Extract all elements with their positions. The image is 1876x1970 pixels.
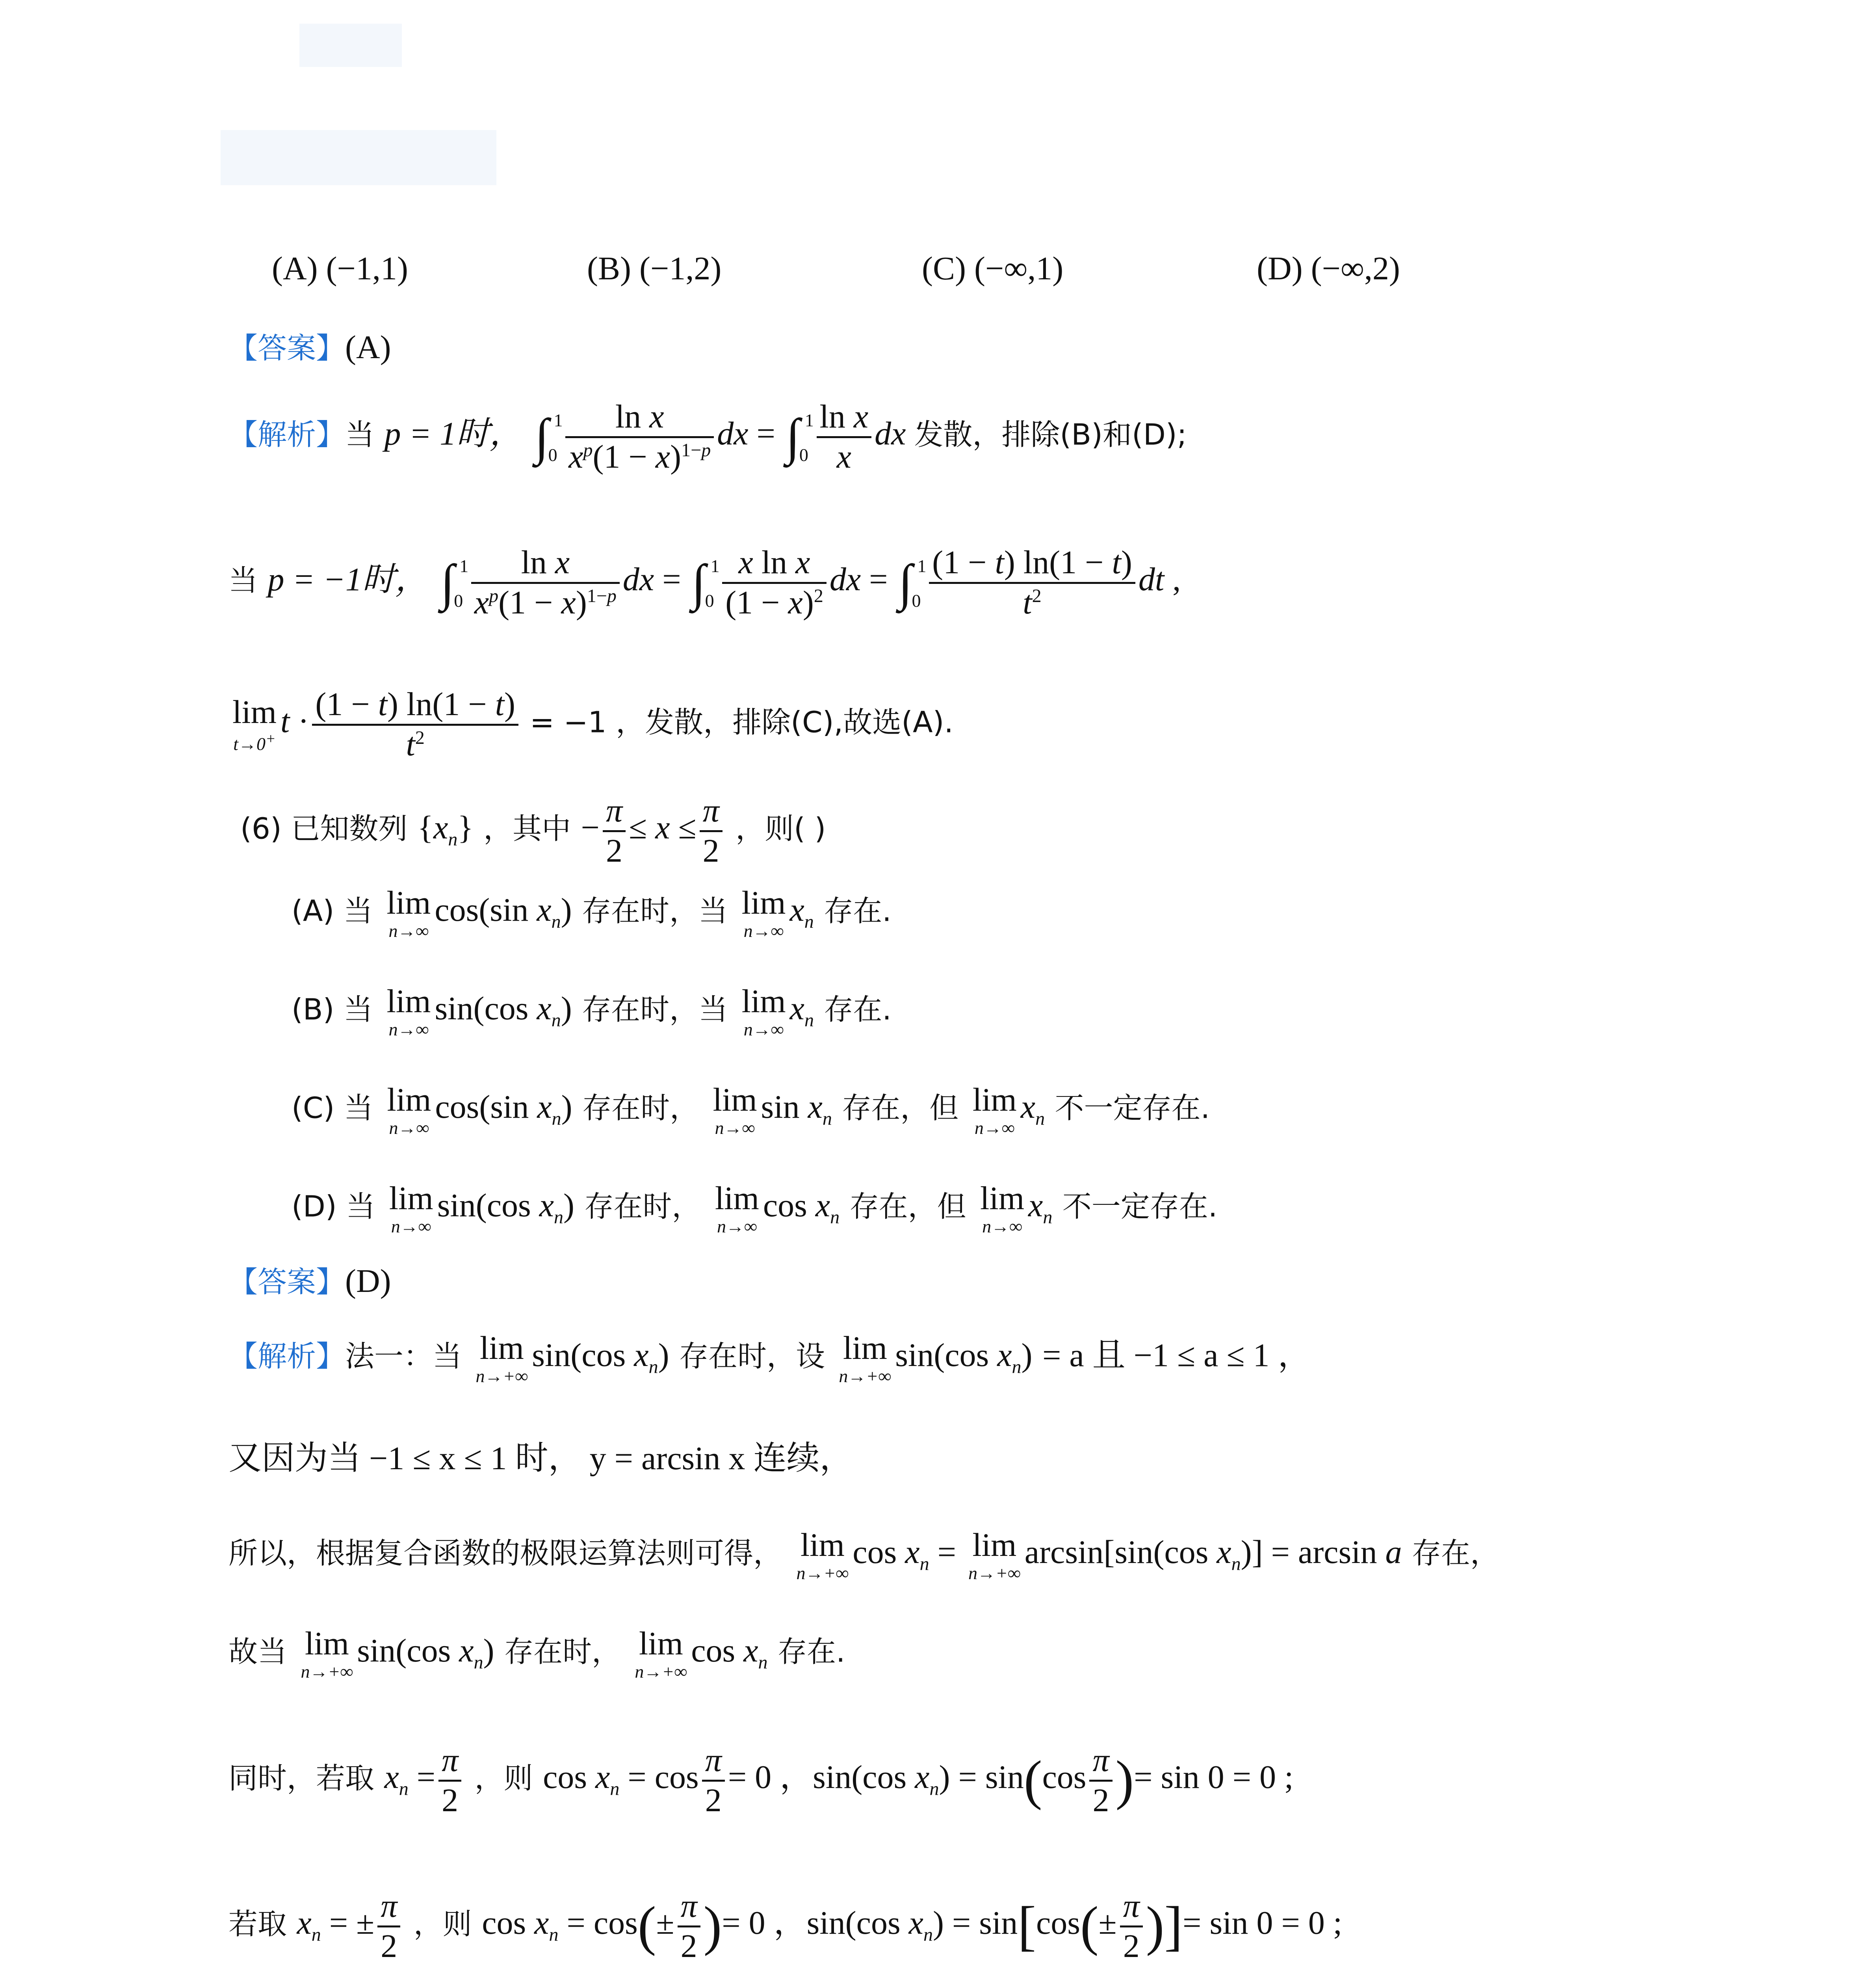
expression: $\cos x_n = \cos$ $\frac{\pi}{2}$ = 0 ，sin(cos $x_n) = \sin(\cos$ $\frac{\pi}{2}$ )= sin 0 = 0 ; <box>543 1742 1294 1819</box>
limit-expression: lim n→∞ cos(sin $x_n$) <box>387 1082 572 1138</box>
text: ，其中 <box>483 812 571 846</box>
text: 存在时， <box>584 1189 701 1224</box>
limit-expression: lim t→0+ t · $\frac{(1 - t) \ln(1 - t)}{t^2}$ <box>228 703 530 740</box>
text: 故当 <box>228 1635 287 1669</box>
limit-expression: lim n→∞ $x_n$ <box>980 1180 1053 1236</box>
q5-option-a: (A) (−1,1) <box>272 250 408 287</box>
q5-option-c: (C) (−∞,1) <box>922 250 1064 287</box>
option-label: (D) 当 <box>292 1189 375 1224</box>
condition: p = 1时， <box>384 415 523 452</box>
integral-expression: ∫ 1 0 $\frac{\text{ln x}}{x^p(1 - x)^{1-p}}$ dx = ∫ 1 0 $\frac{\text{ln x}}{x}$ dx <box>535 398 906 475</box>
limit-expression: lim n→+∞ sin(cos $x_n$) <box>301 1625 494 1682</box>
q6-option-d <box>292 1182 1217 1236</box>
answer-value: (D) <box>345 1263 391 1299</box>
limit-expression: lim n→∞ $x_n$ <box>741 885 814 941</box>
limit-expression: lim n→∞ $x_n$ <box>741 983 814 1039</box>
text: 存在时， <box>504 1635 621 1669</box>
analysis-tag: 【解析】 <box>228 1339 345 1373</box>
text: 存在时，设 <box>679 1339 825 1373</box>
limit-expression: lim n→∞ $\cos x_n$ <box>715 1180 840 1236</box>
text: 又因为当 −1 ≤ x ≤ 1 时， y = arcsin x 连续， <box>228 1440 853 1477</box>
integral-expression: ∫ 1 0 $\frac{\text{ln x}}{x^p(1 - x)^{1-p}}$ dx = ∫ 1 0 $\frac{\text{x ln x}}{(1 - x)^2}$ dx = ∫ 1 0 $\frac{(1 - t) \ln(1 - t)}{t^2}$ dt , <box>440 544 1181 621</box>
text: 不一定存在. <box>1055 1091 1210 1125</box>
sequence-symbol: $\{x_n\}$ <box>417 809 474 850</box>
header-decoration <box>221 130 496 185</box>
range-expression: − $\frac{\pi}{2}$ ≤ x ≤ $\frac{\pi}{2}$ <box>581 809 726 846</box>
limit-expression: lim n→∞ $\sin x_n$ <box>713 1082 832 1138</box>
q6-stem <box>240 792 826 870</box>
analysis-tag: 【解析】 <box>228 418 345 452</box>
text: 存在时，当 <box>582 894 728 928</box>
text: 不一定存在. <box>1062 1189 1218 1224</box>
option-label: (B) 当 <box>292 992 373 1027</box>
text: 存在. <box>777 1635 845 1669</box>
limit-expression: lim n→∞ sin(cos $x_n$) <box>386 983 572 1039</box>
text: 存在. <box>824 894 892 928</box>
option-label: (C) 当 <box>292 1091 373 1125</box>
q6-analysis-line-2 <box>228 1442 853 1475</box>
text: 存在，但 <box>849 1189 966 1224</box>
q6-option-b <box>292 985 892 1039</box>
q6-analysis-line-6 <box>228 1887 1342 1965</box>
limit-expression: lim n→+∞ sin(cos $x_n$) <box>476 1330 669 1386</box>
text: 当 <box>228 563 258 598</box>
q5-analysis-line-2 <box>228 544 1181 622</box>
text: 存在， <box>1412 1536 1499 1570</box>
text: 所以，根据复合函数的极限运算法则可得， <box>228 1536 782 1570</box>
q6-option-c <box>292 1084 1210 1137</box>
q6-analysis-line-3 <box>228 1529 1499 1582</box>
text: 存在. <box>824 992 892 1027</box>
text: ，则 <box>474 1761 533 1795</box>
limit-expression: lim n→∞ sin(cos $x_n$) <box>389 1180 574 1236</box>
text: ，则 <box>413 1907 472 1941</box>
answer-tag: 【答案】 <box>228 331 345 365</box>
limit-expression: lim n→∞ cos(sin $x_n$) <box>386 885 572 941</box>
text: 存在，但 <box>842 1091 959 1125</box>
q5-analysis-line-3 <box>228 686 953 764</box>
text: = a 且 −1 ≤ a ≤ 1 ， <box>1042 1337 1311 1374</box>
answer-tag: 【答案】 <box>228 1265 345 1299</box>
q6-answer-line <box>228 1265 391 1298</box>
condition: p = −1时， <box>267 561 428 598</box>
answer-value: (A) <box>345 329 391 366</box>
text: 发散，排除(B)和(D); <box>914 418 1187 452</box>
text: = −1 ，发散，排除(C),故选(A). <box>530 705 953 740</box>
header-decoration <box>299 24 402 67</box>
q6-analysis-line-5 <box>228 1741 1293 1819</box>
text: 若取 <box>228 1907 287 1941</box>
expression: $\cos x_n = \cos(\pm$ $\frac{\pi}{2}$ )= 0 ，sin(cos $x_n) = \sin[\cos(\pm$ $\frac{\pi}{2}$ )]= sin 0 = 0 ; <box>482 1888 1343 1964</box>
text: 存在时， <box>582 1091 699 1125</box>
limit-expression: lim n→+∞ $\cos x_n = \lim$ n→+∞ arcsin[sin(cos $x_n)] = \arcsin a$ <box>796 1527 1402 1583</box>
limit-expression: lim n→∞ $x_n$ <box>972 1082 1045 1138</box>
expression: $x_n$ = $\frac{\pi}{2}$ <box>384 1759 464 1795</box>
text: 存在时，当 <box>582 992 728 1027</box>
option-label: (A) 当 <box>292 894 373 928</box>
text: 法一：当 <box>345 1339 462 1373</box>
limit-expression: lim n→+∞ $\cos x_n$ <box>635 1625 768 1682</box>
q5-answer-line <box>228 331 391 364</box>
text: ，则( ) <box>736 812 826 846</box>
q5-option-b: (B) (−1,2) <box>587 250 722 287</box>
q5-analysis-line-1 <box>228 398 1187 476</box>
expression: $x_n$ = ± $\frac{\pi}{2}$ <box>297 1905 403 1941</box>
q5-option-d: (D) (−∞,2) <box>1257 250 1400 287</box>
question-number: (6) 已知数列 <box>240 812 408 846</box>
limit-expression: lim n→+∞ sin(cos $x_n$) <box>839 1330 1033 1386</box>
q6-option-a <box>292 886 892 940</box>
text: 同时，若取 <box>228 1761 374 1795</box>
q6-analysis-line-1 <box>228 1332 1311 1385</box>
q6-analysis-line-4 <box>228 1627 845 1681</box>
text: 当 <box>345 418 374 452</box>
